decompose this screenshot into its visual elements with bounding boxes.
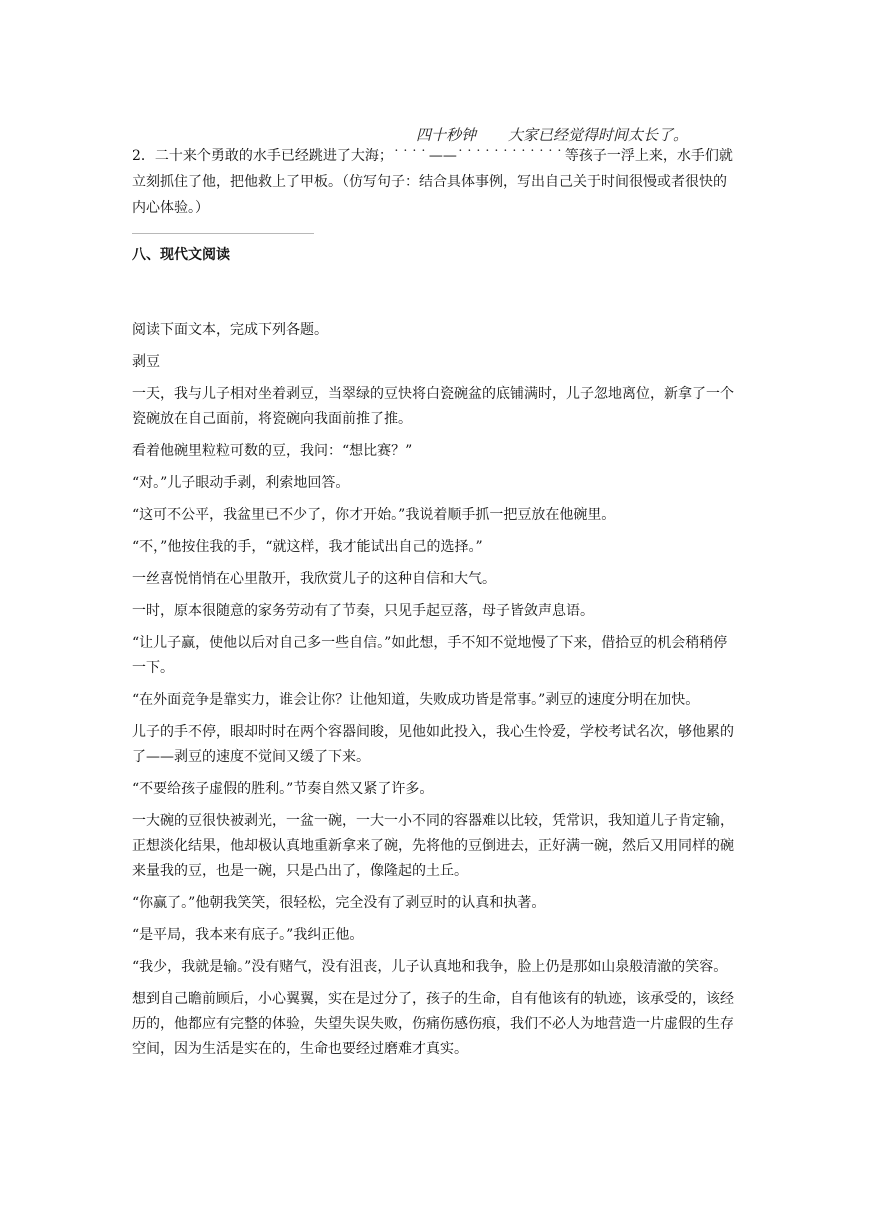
section-title: 八、现代文阅读 (132, 247, 230, 263)
article-paragraph: “对。”儿子眼动手剥，利索地回答。 (132, 475, 350, 491)
section-divider (132, 233, 314, 234)
emphasis-dots: ˙˙˙˙ (392, 148, 429, 164)
question-2-rest: 一浮上来，水手们就立刻抓住了他，把他救上了甲板。（仿写句子：结合具体事例，写出自己关于时间很慢或者很快的内心体验。） (132, 148, 733, 216)
article-paragraph: “你赢了。”他朝我笑笑，很轻松，完全没有了剥豆时的认真和执著。 (132, 895, 546, 911)
question-2-dash: —— (428, 148, 457, 164)
handwritten-answer-part2: 大家已经觉得时间太长了。 (508, 126, 689, 144)
question-2-prefix: 2．二十来个勇敢的水手已经跳进了大海； (132, 148, 393, 164)
article-paragraph: 一丝喜悦悄悄在心里散开，我欣赏儿子的这种自信和大气。 (132, 571, 496, 587)
handwritten-answer-part1: 四十秒钟 (416, 126, 477, 144)
article-paragraph: “这可不公平，我盆里已不少了，你才开始。”我说着顺手抓一把豆放在他碗里。 (132, 507, 616, 523)
article-paragraph: “不，”他按住我的手，“就这样，我才能试出自己的选择。” (132, 539, 483, 555)
article-paragraph: “我少，我就是输。”没有赌气，没有沮丧，儿子认真地和我争，脸上仍是那如山泉般清澈的笑容。 (132, 959, 728, 975)
article-paragraph: 想到自己瞻前顾后，小心翼翼，实在是过分了，孩子的生命，自有他该有的轨迹，该承受的，该经历的，他都应有完整的体验，失望失误失败，伤痛伤感伤痕，我们不必人为地营造一片虚假的生存空间，因为生活是实在的，生命也要经过磨难才真实。 (132, 991, 734, 1057)
article-paragraph: 一大碗的豆很快被剥光，一盆一碗，一大一小不同的容器难以比较，凭常识，我知道儿子肯定输，正想淡化结果，他却极认真地重新拿来了碗，先将他的豆倒进去，正好满一碗，然后又用同样的碗来量我的豆，也是一碗，只是凸出了，像隆起的土丘。 (132, 813, 734, 879)
article-paragraph: “在外面竞争是靠实力，谁会让你？让他知道，失败成功皆是常事。”剥豆的速度分明在加快。 (132, 692, 700, 708)
article-paragraph: 一天，我与儿子相对坐着剥豆，当翠绿的豆快将白瓷碗盆的底铺满时，儿子忽地离位，新拿了一个瓷碗放在自己面前，将瓷碗向我面前推了推。 (132, 386, 734, 427)
article-paragraph: “不要给孩子虚假的胜利。”节奏自然又紧了许多。 (132, 781, 434, 797)
question-2-suffix: 等孩子 (564, 148, 607, 164)
article-paragraph: 一时，原本很随意的家务劳动有了节奏，只见手起豆落，母子皆敛声息语。 (132, 603, 594, 619)
emphasis-dots: ˙˙˙˙˙˙˙˙˙˙˙˙ (456, 148, 565, 164)
article-paragraph: “让儿子赢，使他以后对自己多一些自信。”如此想，手不知不觉地慢了下来，借拾豆的机会稍稍停一下。 (132, 635, 728, 676)
reading-article (132, 318, 738, 1069)
article-paragraph: 看着他碗里粒粒可数的豆，我问：“想比赛？” (132, 443, 413, 459)
reading-instruction: 阅读下面文本，完成下列各题。 (132, 322, 328, 338)
article-paragraph: “是平局，我本来有底子。”我纠正他。 (132, 927, 364, 943)
question-2 (132, 143, 738, 221)
article-title: 剥豆 (132, 354, 160, 370)
article-paragraph: 儿子的手不停，眼却时时在两个容器间睃，见他如此投入，我心生怜爱，学校考试名次，够他累的了——剥豆的速度不觉间又缓了下来。 (132, 724, 734, 765)
question-2-text (132, 143, 738, 221)
